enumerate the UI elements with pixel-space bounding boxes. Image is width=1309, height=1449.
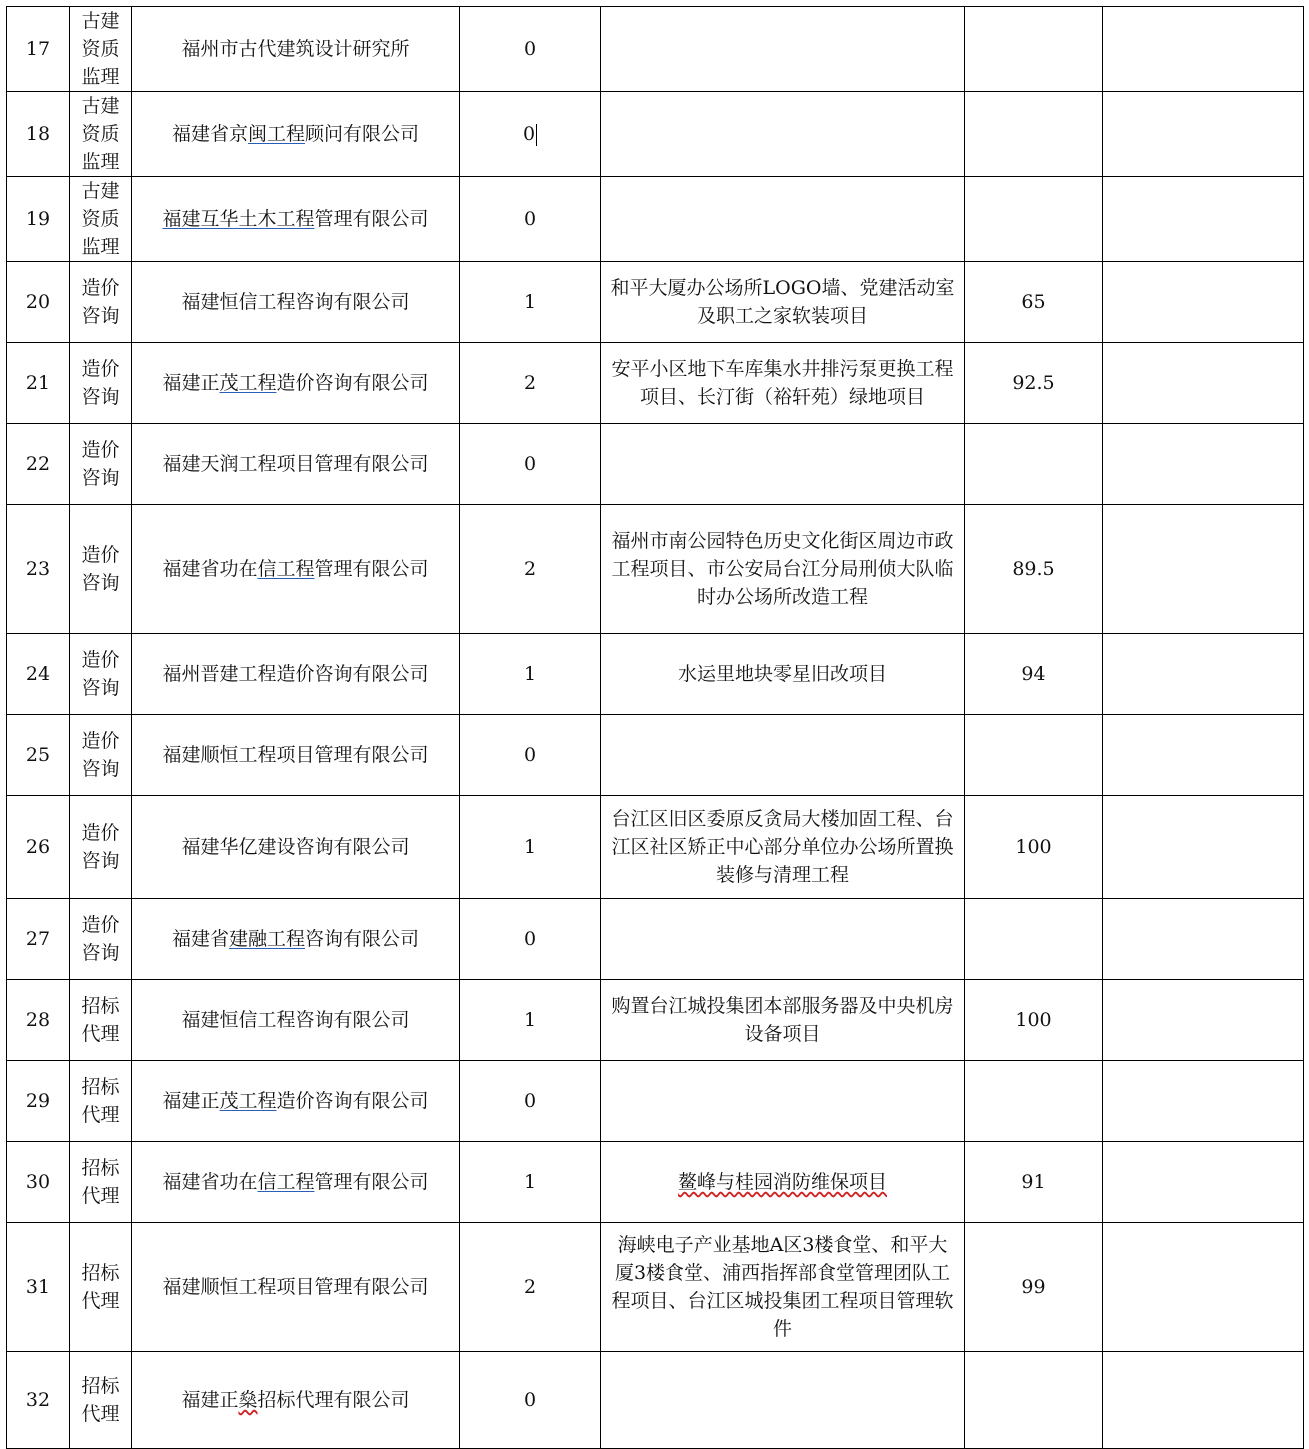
index-text: 28 xyxy=(25,1009,51,1031)
score-text: 99 xyxy=(1021,1276,1046,1298)
index-text: 27 xyxy=(25,928,51,950)
company-name-part: 福建正 xyxy=(181,1389,239,1411)
company-name-marked: 建融工程 xyxy=(228,928,305,950)
cell-score xyxy=(965,899,1103,980)
cell-score xyxy=(965,262,1103,343)
cell-remarks xyxy=(1103,899,1304,980)
cell-company xyxy=(132,177,460,262)
cell-company xyxy=(132,1142,460,1223)
cell-remarks xyxy=(1103,1352,1304,1449)
cell-score xyxy=(965,715,1103,796)
index-text: 22 xyxy=(25,453,51,475)
cell-projects xyxy=(601,980,965,1061)
company-name-part: 福建华亿建设咨询有限公司 xyxy=(181,836,410,858)
cell-remarks xyxy=(1103,343,1304,424)
table-row xyxy=(7,177,1304,262)
category-text: 造价咨询 xyxy=(81,544,120,594)
cell-projects xyxy=(601,92,965,177)
count-text: 1 xyxy=(523,663,537,685)
table-row xyxy=(7,715,1304,796)
cell-remarks xyxy=(1103,177,1304,262)
cell-company xyxy=(132,899,460,980)
company-name-part: 管理有限公司 xyxy=(314,558,429,580)
company-name-part: 福建正 xyxy=(162,372,220,394)
table-row xyxy=(7,634,1304,715)
company-name-marked: 茂工程 xyxy=(219,1090,277,1112)
count-text: 2 xyxy=(523,372,537,394)
cell-remarks xyxy=(1103,1142,1304,1223)
count-text: 1 xyxy=(523,836,537,858)
cell-count xyxy=(460,424,601,505)
cell-index xyxy=(7,7,70,92)
index-text: 23 xyxy=(25,558,51,580)
company-name-part: 福建恒信工程咨询有限公司 xyxy=(181,291,410,313)
index-text: 20 xyxy=(25,291,51,313)
score-text: 100 xyxy=(1015,836,1052,858)
cell-category xyxy=(70,1352,132,1449)
cell-remarks xyxy=(1103,424,1304,505)
category-text: 古建资质监理 xyxy=(81,95,120,173)
cell-score xyxy=(965,7,1103,92)
cell-score xyxy=(965,1142,1103,1223)
category-text: 造价咨询 xyxy=(81,358,120,408)
category-text: 招标代理 xyxy=(81,1076,120,1126)
cell-projects xyxy=(601,1223,965,1352)
cell-projects xyxy=(601,899,965,980)
projects-text: 和平大厦办公场所LOGO墙、党建活动室及职工之家软装项目 xyxy=(610,277,955,327)
count-text: 0 xyxy=(523,453,537,475)
cell-count xyxy=(460,7,601,92)
company-name-marked: 信工程 xyxy=(257,558,315,580)
company-name-part: 福建省京 xyxy=(171,123,248,145)
projects-text: 台江区旧区委原反贪局大楼加固工程、台江区社区矫正中心部分单位办公场所置换装修与清理工程 xyxy=(611,808,954,886)
index-text: 31 xyxy=(25,1276,51,1298)
cell-remarks xyxy=(1103,92,1304,177)
cell-remarks xyxy=(1103,1061,1304,1142)
cell-index xyxy=(7,899,70,980)
cell-projects xyxy=(601,1061,965,1142)
cell-index xyxy=(7,92,70,177)
cell-category xyxy=(70,634,132,715)
cell-index xyxy=(7,177,70,262)
cell-remarks xyxy=(1103,505,1304,634)
cell-index xyxy=(7,634,70,715)
cell-category xyxy=(70,343,132,424)
cell-index xyxy=(7,424,70,505)
score-text: 94 xyxy=(1021,663,1046,685)
cell-company xyxy=(132,343,460,424)
company-name-part: 顾问有限公司 xyxy=(305,123,420,145)
index-text: 18 xyxy=(25,123,51,145)
cell-index xyxy=(7,343,70,424)
company-name-part: 福建顺恒工程项目管理有限公司 xyxy=(162,1276,429,1298)
company-name-part: 福建省功在 xyxy=(162,1171,258,1193)
cell-projects xyxy=(601,262,965,343)
cell-count xyxy=(460,177,601,262)
company-name-marked: 燊 xyxy=(238,1389,258,1411)
index-text: 25 xyxy=(25,744,51,766)
table-row xyxy=(7,1142,1304,1223)
cell-category xyxy=(70,262,132,343)
category-text: 造价咨询 xyxy=(81,649,120,699)
cell-category xyxy=(70,424,132,505)
category-text: 古建资质监理 xyxy=(81,10,120,88)
table-row xyxy=(7,7,1304,92)
category-text: 造价咨询 xyxy=(81,439,120,489)
company-name-part: 福建天润工程项目管理有限公司 xyxy=(162,453,429,475)
cell-score xyxy=(965,505,1103,634)
projects-text: 安平小区地下车库集水井排污泵更换工程项目、长汀街（裕轩苑）绿地项目 xyxy=(611,358,954,408)
cell-count xyxy=(460,980,601,1061)
category-text: 造价咨询 xyxy=(81,914,120,964)
cell-index xyxy=(7,1352,70,1449)
cell-index xyxy=(7,262,70,343)
score-text: 92.5 xyxy=(1012,372,1055,394)
count-text: 1 xyxy=(523,1171,537,1193)
cell-company xyxy=(132,715,460,796)
table-row xyxy=(7,343,1304,424)
cell-category xyxy=(70,177,132,262)
company-name-part: 福州晋建工程造价咨询有限公司 xyxy=(162,663,429,685)
cell-company xyxy=(132,980,460,1061)
cell-category xyxy=(70,1061,132,1142)
count-text: 2 xyxy=(523,1276,537,1298)
table-row xyxy=(7,92,1304,177)
cell-projects xyxy=(601,1142,965,1223)
count-text: 0 xyxy=(523,1090,537,1112)
cell-count xyxy=(460,715,601,796)
count-text: 0 xyxy=(523,1389,537,1411)
company-name-part: 福建省功在 xyxy=(162,558,258,580)
cell-index xyxy=(7,1142,70,1223)
company-name-part: 招标代理有限公司 xyxy=(257,1389,410,1411)
cell-projects xyxy=(601,7,965,92)
category-text: 造价咨询 xyxy=(81,822,120,872)
cell-category xyxy=(70,1223,132,1352)
company-name-part: 福州市古代建筑设计研究所 xyxy=(181,38,410,60)
company-name-marked: 信工程 xyxy=(257,1171,315,1193)
cell-score xyxy=(965,92,1103,177)
projects-text: 水运里地块零星旧改项目 xyxy=(677,663,887,685)
cell-score xyxy=(965,424,1103,505)
projects-text: 购置台江城投集团本部服务器及中央机房设备项目 xyxy=(611,995,954,1045)
table-row xyxy=(7,899,1304,980)
company-name-marked: 福建互华土木工程 xyxy=(162,208,315,230)
cell-score xyxy=(965,634,1103,715)
cell-projects xyxy=(601,634,965,715)
company-name-part: 福建正 xyxy=(162,1090,220,1112)
company-name-part: 福建省 xyxy=(171,928,229,950)
cell-count xyxy=(460,1352,601,1449)
category-text: 招标代理 xyxy=(81,1375,120,1425)
company-name-part: 造价咨询有限公司 xyxy=(276,372,429,394)
cell-score xyxy=(965,1352,1103,1449)
index-text: 19 xyxy=(25,208,51,230)
cell-remarks xyxy=(1103,634,1304,715)
table-row xyxy=(7,424,1304,505)
count-text: 1 xyxy=(523,1009,537,1031)
cell-count xyxy=(460,1061,601,1142)
table-row xyxy=(7,262,1304,343)
cell-company xyxy=(132,1352,460,1449)
cell-index xyxy=(7,980,70,1061)
cell-projects xyxy=(601,177,965,262)
cell-category xyxy=(70,505,132,634)
cell-count xyxy=(460,262,601,343)
index-text: 30 xyxy=(25,1171,51,1193)
count-text: 0 xyxy=(523,744,537,766)
cell-remarks xyxy=(1103,262,1304,343)
cell-company xyxy=(132,7,460,92)
cell-count xyxy=(460,1142,601,1223)
cell-index xyxy=(7,715,70,796)
cell-company xyxy=(132,262,460,343)
cell-company xyxy=(132,796,460,899)
category-text: 招标代理 xyxy=(81,1157,120,1207)
index-text: 29 xyxy=(25,1090,51,1112)
cell-index xyxy=(7,796,70,899)
cell-category xyxy=(70,1142,132,1223)
cell-category xyxy=(70,7,132,92)
cell-remarks xyxy=(1103,7,1304,92)
cell-remarks xyxy=(1103,715,1304,796)
count-text: 0 xyxy=(523,928,537,950)
cell-projects xyxy=(601,1352,965,1449)
score-text: 89.5 xyxy=(1012,558,1055,580)
cell-score xyxy=(965,343,1103,424)
index-text: 24 xyxy=(25,663,51,685)
company-name-part: 管理有限公司 xyxy=(314,208,429,230)
cell-count xyxy=(460,343,601,424)
cell-score xyxy=(965,796,1103,899)
cell-category xyxy=(70,92,132,177)
table-row xyxy=(7,1061,1304,1142)
cell-remarks xyxy=(1103,1223,1304,1352)
cell-score xyxy=(965,1061,1103,1142)
cell-company xyxy=(132,424,460,505)
cell-index xyxy=(7,1061,70,1142)
cell-score xyxy=(965,177,1103,262)
category-text: 造价咨询 xyxy=(81,730,120,780)
projects-text: 海峡电子产业基地A区3楼食堂、和平大厦3楼食堂、浦西指挥部食堂管理团队工程项目、台江区城投集团工程项目管理软件 xyxy=(611,1234,954,1340)
company-name-part: 管理有限公司 xyxy=(314,1171,429,1193)
cell-count xyxy=(460,92,601,177)
cell-remarks xyxy=(1103,796,1304,899)
cell-company xyxy=(132,505,460,634)
index-text: 21 xyxy=(25,372,51,394)
cell-index xyxy=(7,1223,70,1352)
company-name-part: 咨询有限公司 xyxy=(305,928,420,950)
cell-projects xyxy=(601,424,965,505)
count-text: 0 xyxy=(523,38,537,60)
projects-text: 鳌峰与桂园消防维保项目 xyxy=(677,1171,887,1193)
category-text: 招标代理 xyxy=(81,995,120,1045)
cell-remarks xyxy=(1103,980,1304,1061)
cell-category xyxy=(70,796,132,899)
cell-category xyxy=(70,899,132,980)
count-text: 0 xyxy=(522,123,536,145)
cell-projects xyxy=(601,796,965,899)
table-row xyxy=(7,796,1304,899)
count-text: 0 xyxy=(523,208,537,230)
cell-projects xyxy=(601,505,965,634)
table-row xyxy=(7,980,1304,1061)
table-row xyxy=(7,1352,1304,1449)
company-name-part: 福建顺恒工程项目管理有限公司 xyxy=(162,744,429,766)
cell-count xyxy=(460,505,601,634)
cell-company xyxy=(132,1061,460,1142)
category-text: 造价咨询 xyxy=(81,277,120,327)
text-cursor-icon xyxy=(536,124,537,146)
count-text: 1 xyxy=(523,291,537,313)
category-text: 古建资质监理 xyxy=(81,180,120,258)
cell-category xyxy=(70,715,132,796)
company-name-part: 福建恒信工程咨询有限公司 xyxy=(181,1009,410,1031)
index-text: 26 xyxy=(25,836,51,858)
cell-count xyxy=(460,796,601,899)
index-text: 17 xyxy=(25,38,51,60)
cell-company xyxy=(132,92,460,177)
score-text: 100 xyxy=(1015,1009,1052,1031)
cell-projects xyxy=(601,343,965,424)
cell-company xyxy=(132,634,460,715)
count-text: 2 xyxy=(523,558,537,580)
score-text: 65 xyxy=(1021,291,1046,313)
company-name-marked: 闽工程 xyxy=(247,123,305,145)
cell-count xyxy=(460,1223,601,1352)
evaluation-table xyxy=(6,6,1304,1449)
cell-count xyxy=(460,899,601,980)
table-row xyxy=(7,1223,1304,1352)
cell-count xyxy=(460,634,601,715)
company-name-part: 造价咨询有限公司 xyxy=(276,1090,429,1112)
cell-score xyxy=(965,980,1103,1061)
cell-index xyxy=(7,505,70,634)
cell-category xyxy=(70,980,132,1061)
table-body xyxy=(7,7,1304,1449)
table-row xyxy=(7,505,1304,634)
cell-company xyxy=(132,1223,460,1352)
category-text: 招标代理 xyxy=(81,1262,120,1312)
index-text: 32 xyxy=(25,1389,51,1411)
cell-score xyxy=(965,1223,1103,1352)
cell-projects xyxy=(601,715,965,796)
projects-text: 福州市南公园特色历史文化街区周边市政工程项目、市公安局台江分局刑侦大队临时办公场所改造工程 xyxy=(611,530,954,608)
score-text: 91 xyxy=(1021,1171,1046,1193)
company-name-marked: 茂工程 xyxy=(219,372,277,394)
